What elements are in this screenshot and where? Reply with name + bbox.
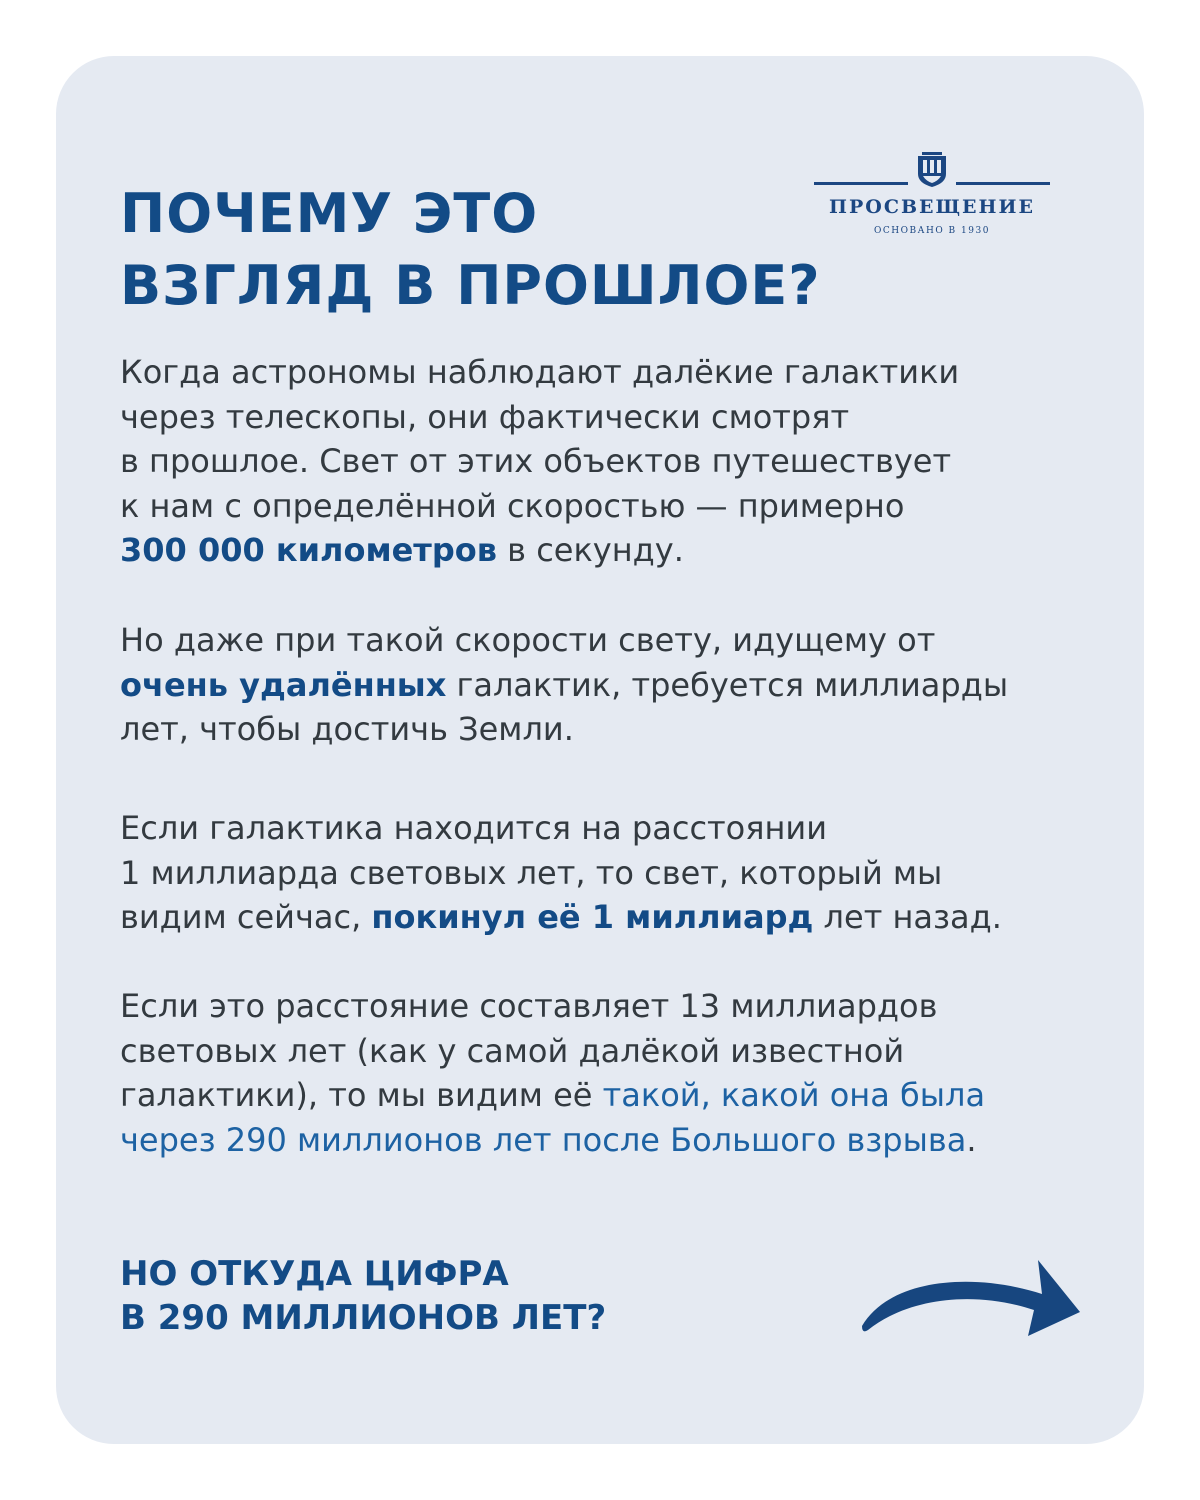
text-line: в прошлое. Свет от этих объектов путешествует <box>120 442 952 480</box>
footer-question <box>120 1252 606 1340</box>
text-line: 1 миллиарда световых лет, то свет, который мы <box>120 853 943 892</box>
curved-arrow-right-icon[interactable] <box>856 1254 1086 1344</box>
text-fragment: галактик, требуется миллиарды <box>446 665 1009 704</box>
text-line <box>120 663 1008 708</box>
text-line: Но даже при такой скорости свету, идущему от <box>120 621 936 659</box>
logo-subtitle: ОСНОВАНО В 1930 <box>874 226 990 236</box>
text-line: лет, чтобы достичь Земли. <box>120 710 574 748</box>
text-line <box>120 528 959 573</box>
text-fragment: галактики), то мы видим её <box>120 1076 603 1114</box>
text-line: через телескопы, они фактически смотрят <box>120 397 850 436</box>
text-line: к нам с определённой скоростью — примерно <box>120 486 905 525</box>
text-line <box>120 895 1002 940</box>
paragraph-light-speed <box>120 350 959 573</box>
question-line-1: НО ОТКУДА ЦИФРА <box>120 1254 509 1294</box>
highlight-speed: 300 000 километров <box>120 531 497 569</box>
text-line <box>120 1073 985 1118</box>
text-line: Если это расстояние составляет 13 миллиардов <box>120 987 938 1025</box>
page-title <box>120 178 840 322</box>
logo-wordmark: ПРОСВЕЩЕНИЕ <box>829 196 1035 218</box>
title-line-1: ПОЧЕМУ ЭТО <box>120 182 539 245</box>
text-fragment: лет назад. <box>813 898 1002 936</box>
text-fragment: видим сейчас, <box>120 898 372 936</box>
question-line-2: В 290 МИЛЛИОНОВ ЛЕТ? <box>120 1298 607 1338</box>
title-line-2: ВЗГЛЯД В ПРОШЛОЕ? <box>120 254 821 317</box>
paragraph-distant-galaxies <box>120 618 1008 752</box>
text-line: Когда астрономы наблюдают далёкие галактики <box>120 353 960 391</box>
text-line: Если галактика находится на расстоянии <box>120 809 828 847</box>
text-fragment: . <box>966 1120 977 1159</box>
emblem-icon <box>916 152 948 188</box>
text-line: световых лет (как у самой далёкой известной <box>120 1031 905 1070</box>
paragraph-farthest-galaxy <box>120 984 985 1162</box>
brand-logo <box>812 150 1052 242</box>
highlight-billion: покинул её 1 миллиард <box>371 898 814 936</box>
accent-text: через 290 миллионов лет после Большого взрыва <box>120 1120 967 1159</box>
text-line <box>120 1118 985 1163</box>
highlight-distant: очень удалённых <box>120 665 447 704</box>
logo-rule-left <box>814 182 908 185</box>
paragraph-billion-years <box>120 806 1002 940</box>
logo-rule-right <box>956 182 1050 185</box>
accent-text: такой, какой она была <box>602 1076 986 1114</box>
text-fragment: в секунду. <box>496 531 684 569</box>
